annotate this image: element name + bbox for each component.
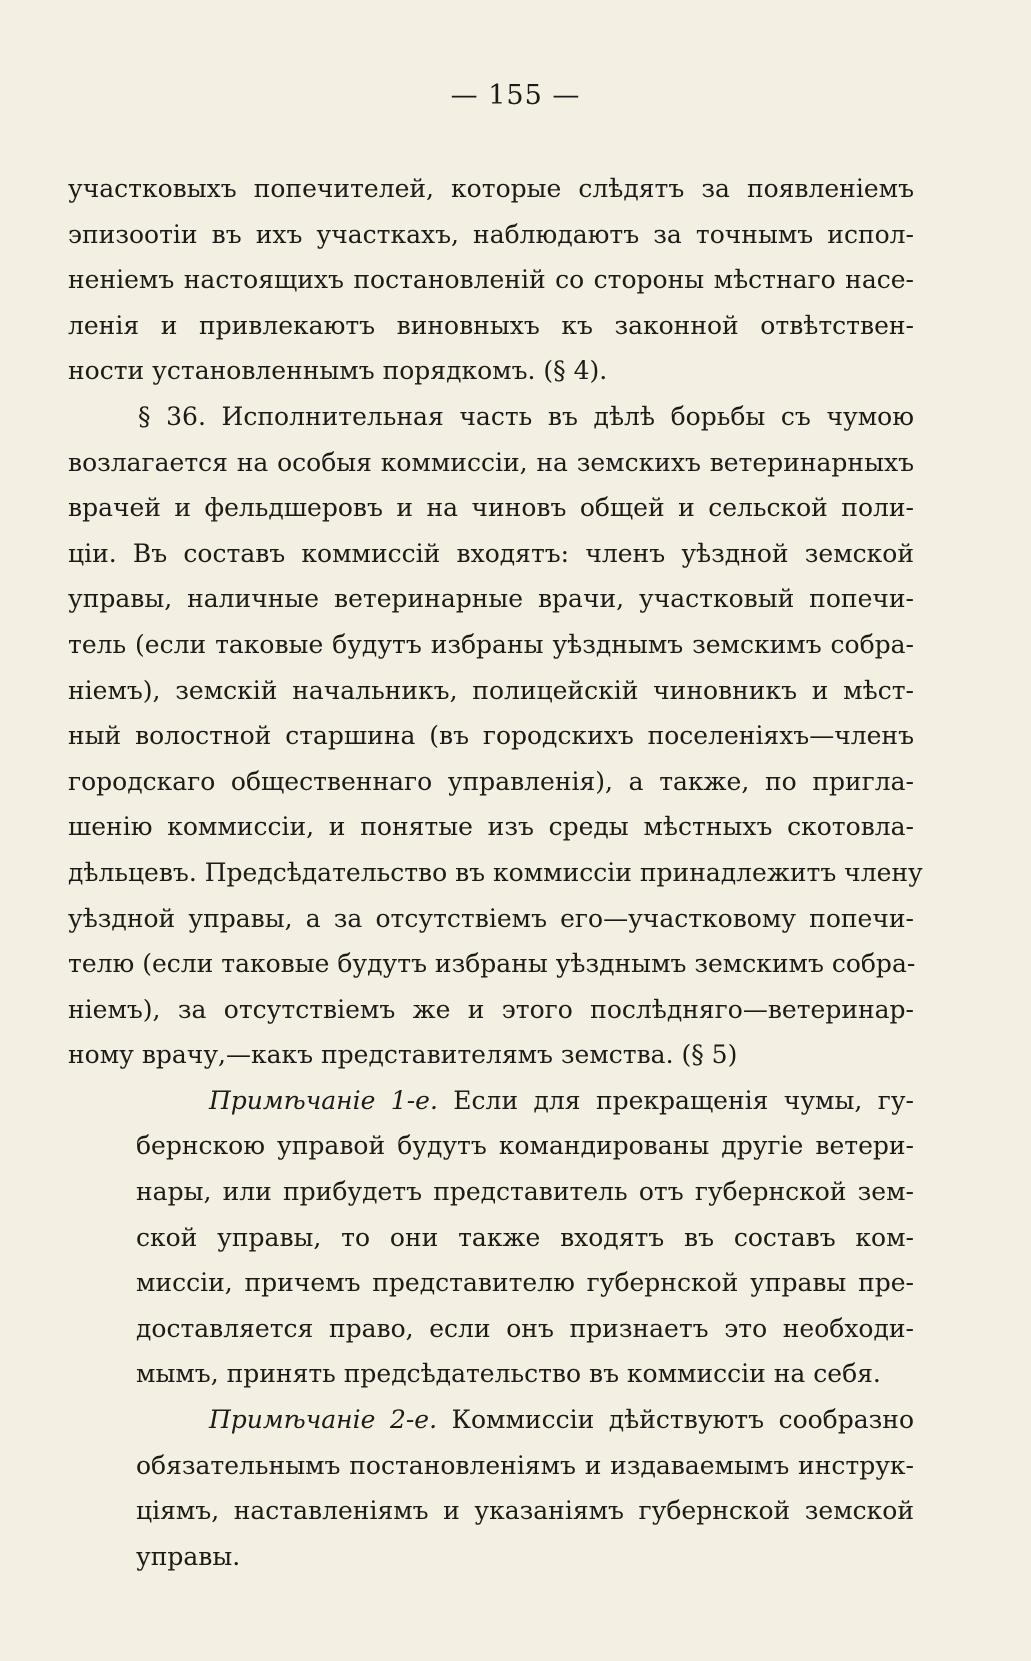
paragraph-2 [68,394,923,1078]
text-line: ленія и привлекаютъ виновныхъ къ законной отвѣтствен- [68,310,914,340]
body-text [68,166,923,1579]
text-line: неніемъ настоящихъ постановленій со стороны мѣстнаго насе- [68,265,914,295]
text-line: ніемъ), земскій начальникъ, полицейскій чиновникъ и мѣст- [68,675,914,705]
text-line: управы. [136,1541,241,1571]
text-line: тель (если таковые будутъ избраны уѣзднымъ земскимъ собра- [68,629,914,659]
text-line: шенію коммиссіи, и понятые изъ среды мѣстныхъ скотовла- [68,812,914,842]
text-line: ному врачу,—какъ представителямъ земства. (§ 5) [68,1040,738,1070]
note-2 [68,1397,914,1579]
note-text: Коммиссіи дѣйствуютъ сообразно [437,1405,914,1435]
text-line: возлагается на особыя коммиссіи, на земскихъ ветеринарныхъ [68,447,914,477]
text-line: врачей и фельдшеровъ и на чиновъ общей и сельской поли- [68,493,914,523]
text-line: ности установленнымъ порядкомъ. (§ 4). [68,356,608,386]
text-line: ціямъ, наставленіямъ и указаніямъ губернской земской [136,1496,914,1526]
note-first-line [136,1397,914,1443]
paragraph-1 [68,166,914,394]
page-number: — 155 — [450,80,581,111]
text-line: § 36. Исполнительная часть въ дѣлѣ борьбы съ чумою [138,401,914,431]
note-label: Примѣчаніе 1-е. [209,1085,438,1115]
note-label: Примѣчаніе 2-е. [209,1405,438,1435]
text-line: участковыхъ попечителей, которые слѣдятъ за появленіемъ [68,174,914,203]
text-line: бернскою управой будутъ командированы другіе ветери- [136,1131,914,1161]
text-line: дѣльцевъ. Предсѣдательство въ коммиссіи принадлежитъ члену [68,857,923,887]
text-line: мымъ, принять предсѣдательство въ коммиссіи на себя. [136,1359,881,1389]
text-line: обязательнымъ постановленіямъ и издаваемымъ инструк- [136,1450,914,1480]
note-text: Если для прекращенія чумы, гу- [437,1085,914,1115]
text-line: уѣздной управы, а за отсутствіемъ его—участковому попечи- [68,903,914,933]
text-line: ціи. Въ составъ коммиссій входятъ: членъ уѣздной земской [68,538,914,568]
text-line: ніемъ), за отсутствіемъ же и этого послѣдняго—ветеринар- [68,994,914,1024]
note-1 [68,1078,914,1397]
text-line: эпизоотіи въ ихъ участкахъ, наблюдаютъ за точнымъ испол- [68,219,914,249]
text-line: доставляется право, если онъ признаетъ это необходи- [136,1313,914,1343]
text-line: городскаго общественнаго управленія), а также, по пригла- [68,766,914,796]
note-first-line [136,1078,914,1124]
text-line: нары, или прибудетъ представитель отъ губернской зем- [136,1177,914,1207]
text-line: ный волостной старшина (въ городскихъ поселеніяхъ—членъ [68,721,914,751]
text-line: управы, наличные ветеринарные врачи, участковый попечи- [68,584,914,614]
text-line: миссіи, причемъ представителю губернской управы пре- [136,1268,914,1298]
text-line: ской управы, то они также входятъ въ составъ ком- [136,1222,914,1252]
text-line: телю (если таковые будутъ избраны уѣзднымъ земскимъ собра- [68,949,916,979]
